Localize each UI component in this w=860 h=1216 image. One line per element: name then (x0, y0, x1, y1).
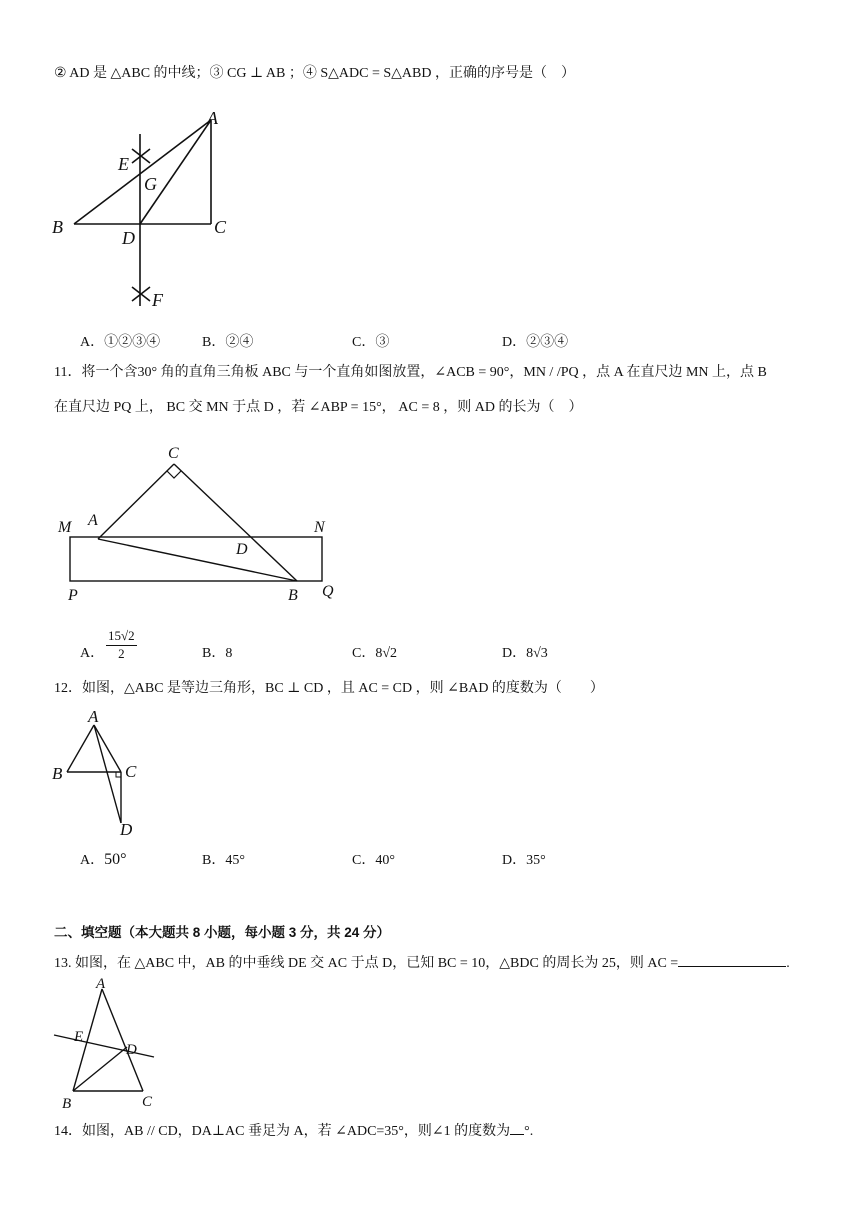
q12-option-b[interactable]: B．45° (202, 853, 245, 868)
q11-label-m: M (58, 519, 72, 536)
q11-label-a: A (88, 512, 98, 529)
q12-label-d: D (120, 820, 133, 839)
q11-label-b: B (288, 587, 298, 604)
q11-option-a-fraction: 15√2 2 (108, 628, 135, 661)
q11-option-d[interactable]: D．8√3 (502, 646, 548, 661)
q10-label-a: A (207, 110, 218, 128)
q13-text-before: 13. 如图，在 △ABC 中，AB 的中垂线 DE 交 AC 于点 D，已知 BC = 10，△BDC 的周长为 25，则 AC = (54, 956, 679, 971)
q10-option-d[interactable]: D．②③④ (502, 335, 569, 350)
q12-option-d[interactable]: D．35° (502, 853, 546, 868)
q11-figure (50, 442, 350, 607)
q11-option-a[interactable]: A． (80, 646, 105, 661)
q10-text: ② AD 是 △ABC 的中线；③ CG ⊥ AB ；④ S△ADC = S△ABD ，正确的序号是（ ） (54, 66, 575, 81)
q11-option-c[interactable]: C．8√2 (352, 646, 398, 661)
q13-label-d: D (126, 1042, 137, 1058)
q13-answer-blank[interactable] (678, 954, 786, 967)
q14-text-before: 14．如图，AB // CD，DA⊥AC 垂足为 A，若 ∠ADC=35°，则∠1 的度数为 (54, 1124, 511, 1139)
q10-label-c: C (214, 217, 227, 237)
q10-figure (48, 110, 248, 315)
q12-option-a[interactable]: A．50° (80, 851, 127, 868)
q10-label-f: F (152, 290, 163, 310)
q13-figure (50, 975, 170, 1115)
q10-label-d: D (122, 228, 135, 248)
q12-option-c[interactable]: C．40° (352, 853, 395, 868)
q11-label-q: Q (322, 583, 334, 600)
q11-label-p: P (68, 587, 78, 604)
q12-label-c: C (125, 762, 137, 781)
q13-label-c: C (142, 1094, 153, 1110)
q10-label-b: B (52, 217, 63, 237)
q10-option-c[interactable]: C．③ (352, 335, 390, 350)
q11-option-b[interactable]: B．8 (202, 646, 233, 661)
q12-figure (50, 705, 150, 840)
q10-option-a[interactable]: A．①②③④ (80, 335, 161, 350)
q12-text: 12．如图，△ABC 是等边三角形，BC ⊥ CD ，且 AC = CD ，则 ∠BAD 的度数为（ ） (54, 681, 604, 696)
q10-option-b[interactable]: B．②④ (202, 335, 254, 350)
q13-label-a: A (96, 976, 106, 992)
q10-label-e: E (118, 154, 129, 174)
q11-text-line1: 11．将一个含30° 角的直角三角板 ABC 与一个直角如图放置，∠ACB = 90°，MN / /PQ ，点 A 在直尺边 MN 上，点 B (54, 365, 767, 380)
q11-label-d: D (236, 541, 248, 558)
q13-label-e: E (74, 1029, 84, 1045)
q12-label-a: A (88, 707, 99, 726)
q14-text-after: °. (524, 1124, 534, 1139)
q11-label-n: N (314, 519, 325, 536)
q12-label-b: B (52, 764, 63, 783)
q13-text (54, 954, 790, 973)
q13-label-b: B (62, 1096, 72, 1112)
q14-answer-blank[interactable] (510, 1122, 524, 1135)
q13-text-after: . (786, 956, 790, 971)
section-2-title: 二、填空题（本大题共 8 小题，每小题 3 分，共 24 分） (54, 925, 391, 940)
q14-text (54, 1122, 533, 1141)
q10-label-g: G (144, 174, 157, 194)
q11-label-c: C (168, 445, 179, 462)
q11-text-line2: 在直尺边 PQ 上， BC 交 MN 于点 D ，若 ∠ABP = 15°， AC = 8 ，则 AD 的长为（ ） (54, 400, 583, 415)
